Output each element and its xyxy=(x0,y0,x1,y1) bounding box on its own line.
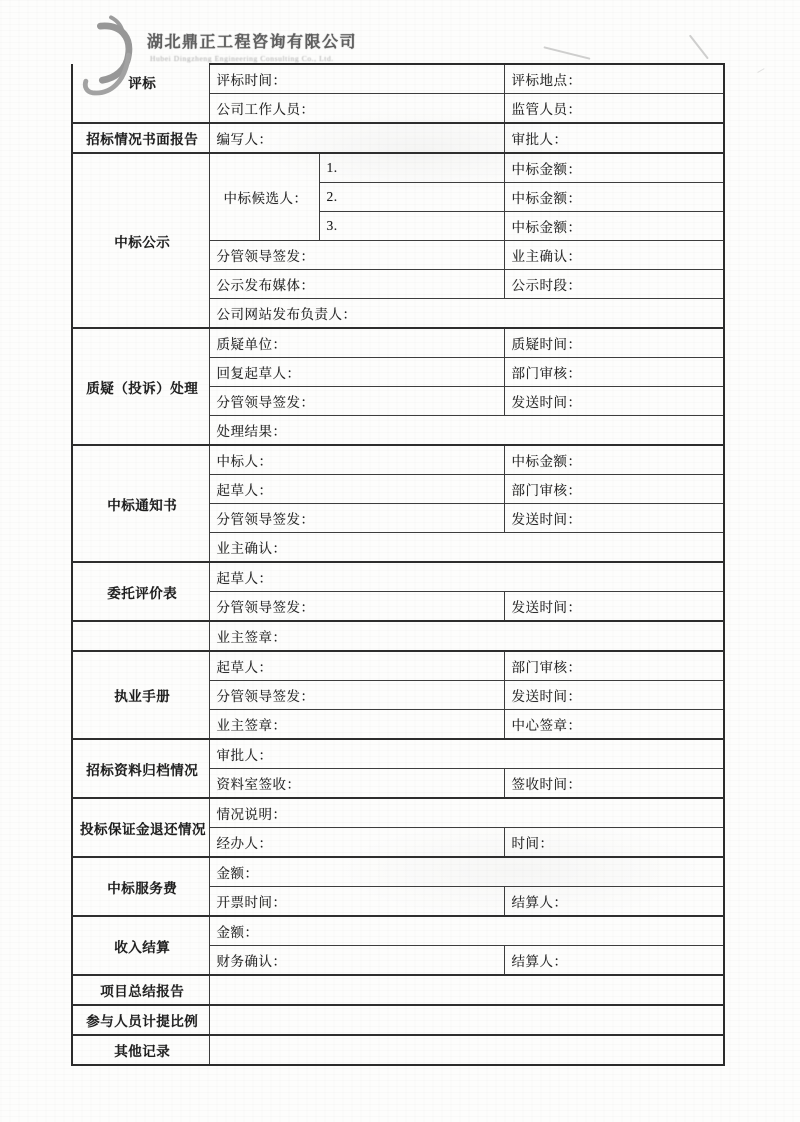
section-label: 质疑（投诉）处理 xyxy=(72,328,209,445)
field-label-cell: 时间： xyxy=(504,828,724,858)
field-label-cell: 分管领导签发： xyxy=(209,681,504,710)
section-label: 委托评价表 xyxy=(72,562,209,621)
field-label-cell: 业主确认： xyxy=(504,241,724,270)
field-label-cell: 审批人： xyxy=(504,123,724,153)
field-label-cell: 签收时间： xyxy=(504,769,724,799)
field-label-cell: 审批人： xyxy=(209,739,724,769)
field-label-cell: 中标金额： xyxy=(504,183,724,212)
field-label-cell: 业主签章： xyxy=(209,621,724,651)
project-record-form xyxy=(71,63,725,1066)
field-label-cell: 发送时间： xyxy=(504,387,724,416)
section-label: 执业手册 xyxy=(72,651,209,739)
section-label: 投标保证金退还情况 xyxy=(72,798,209,857)
empty-field-cell xyxy=(209,1035,724,1065)
field-label-cell: 公司工作人员： xyxy=(209,94,504,124)
section-label: 招标情况书面报告 xyxy=(72,123,209,153)
scan-smudge xyxy=(757,68,765,73)
field-label-cell: 业主确认： xyxy=(209,533,724,563)
field-label-cell: 发送时间： xyxy=(504,592,724,622)
field-label-cell: 中标金额： xyxy=(504,153,724,183)
field-label-cell: 财务确认： xyxy=(209,946,504,976)
field-label-cell: 结算人： xyxy=(504,887,724,917)
field-label-cell: 结算人： xyxy=(504,946,724,976)
candidate-number-cell: 1. xyxy=(319,153,504,183)
form-body xyxy=(72,64,724,1065)
field-label-cell: 起草人： xyxy=(209,651,504,681)
section-label: 招标资料归档情况 xyxy=(72,739,209,798)
candidate-number-cell: 2. xyxy=(319,183,504,212)
section-label: 中标服务费 xyxy=(72,857,209,916)
field-label-cell: 中心签章： xyxy=(504,710,724,740)
field-label-cell: 中标金额： xyxy=(504,212,724,241)
field-label-cell: 部门审核： xyxy=(504,475,724,504)
candidate-number-cell: 3. xyxy=(319,212,504,241)
field-label-cell: 监管人员： xyxy=(504,94,724,124)
empty-field-cell xyxy=(209,1005,724,1035)
field-label-cell: 业主签章： xyxy=(209,710,504,740)
field-label-cell: 起草人： xyxy=(209,475,504,504)
field-label-cell: 经办人： xyxy=(209,828,504,858)
field-label-cell: 中标金额： xyxy=(504,445,724,475)
field-label-cell: 情况说明： xyxy=(209,798,724,828)
field-label-cell: 分管领导签发： xyxy=(209,504,504,533)
field-label-cell: 公司网站发布负责人： xyxy=(209,299,724,329)
field-label-cell: 中标人： xyxy=(209,445,504,475)
field-label-cell: 公示发布媒体： xyxy=(209,270,504,299)
section-label: 评标 xyxy=(72,64,209,123)
field-label-cell: 开票时间： xyxy=(209,887,504,917)
field-label-cell: 质疑时间： xyxy=(504,328,724,358)
field-label-cell: 评标时间： xyxy=(209,64,504,94)
section-label: 项目总结报告 xyxy=(72,975,209,1005)
section-label: 收入结算 xyxy=(72,916,209,975)
field-label-cell: 发送时间： xyxy=(504,681,724,710)
company-name: 湖北鼎正工程咨询有限公司 xyxy=(147,34,358,51)
section-label: 其他记录 xyxy=(72,1035,209,1065)
field-label-cell: 部门审核： xyxy=(504,651,724,681)
field-label-cell: 编写人： xyxy=(209,123,504,153)
candidate-group-label: 中标候选人： xyxy=(209,153,319,241)
field-label-cell: 资料室签收： xyxy=(209,769,504,799)
field-label-cell: 公示时段： xyxy=(504,270,724,299)
empty-section-cell xyxy=(72,621,209,651)
company-name-en: Hubei Dingzheng Engineering Consulting Co., Ltd. xyxy=(150,54,334,63)
scan-smudge xyxy=(689,34,709,59)
field-label-cell: 分管领导签发： xyxy=(209,241,504,270)
field-label-cell: 分管领导签发： xyxy=(209,387,504,416)
section-label: 中标公示 xyxy=(72,153,209,328)
field-label-cell: 部门审核： xyxy=(504,358,724,387)
field-label-cell: 评标地点： xyxy=(504,64,724,94)
scan-smudge xyxy=(544,46,591,59)
field-label-cell: 金额： xyxy=(209,857,724,887)
field-label-cell: 分管领导签发： xyxy=(209,592,504,622)
field-label-cell: 发送时间： xyxy=(504,504,724,533)
field-label-cell: 处理结果： xyxy=(209,416,724,446)
section-label: 参与人员计提比例 xyxy=(72,1005,209,1035)
field-label-cell: 金额： xyxy=(209,916,724,946)
section-label: 中标通知书 xyxy=(72,445,209,562)
field-label-cell: 起草人： xyxy=(209,562,724,592)
empty-field-cell xyxy=(209,975,724,1005)
field-label-cell: 回复起草人： xyxy=(209,358,504,387)
field-label-cell: 质疑单位： xyxy=(209,328,504,358)
